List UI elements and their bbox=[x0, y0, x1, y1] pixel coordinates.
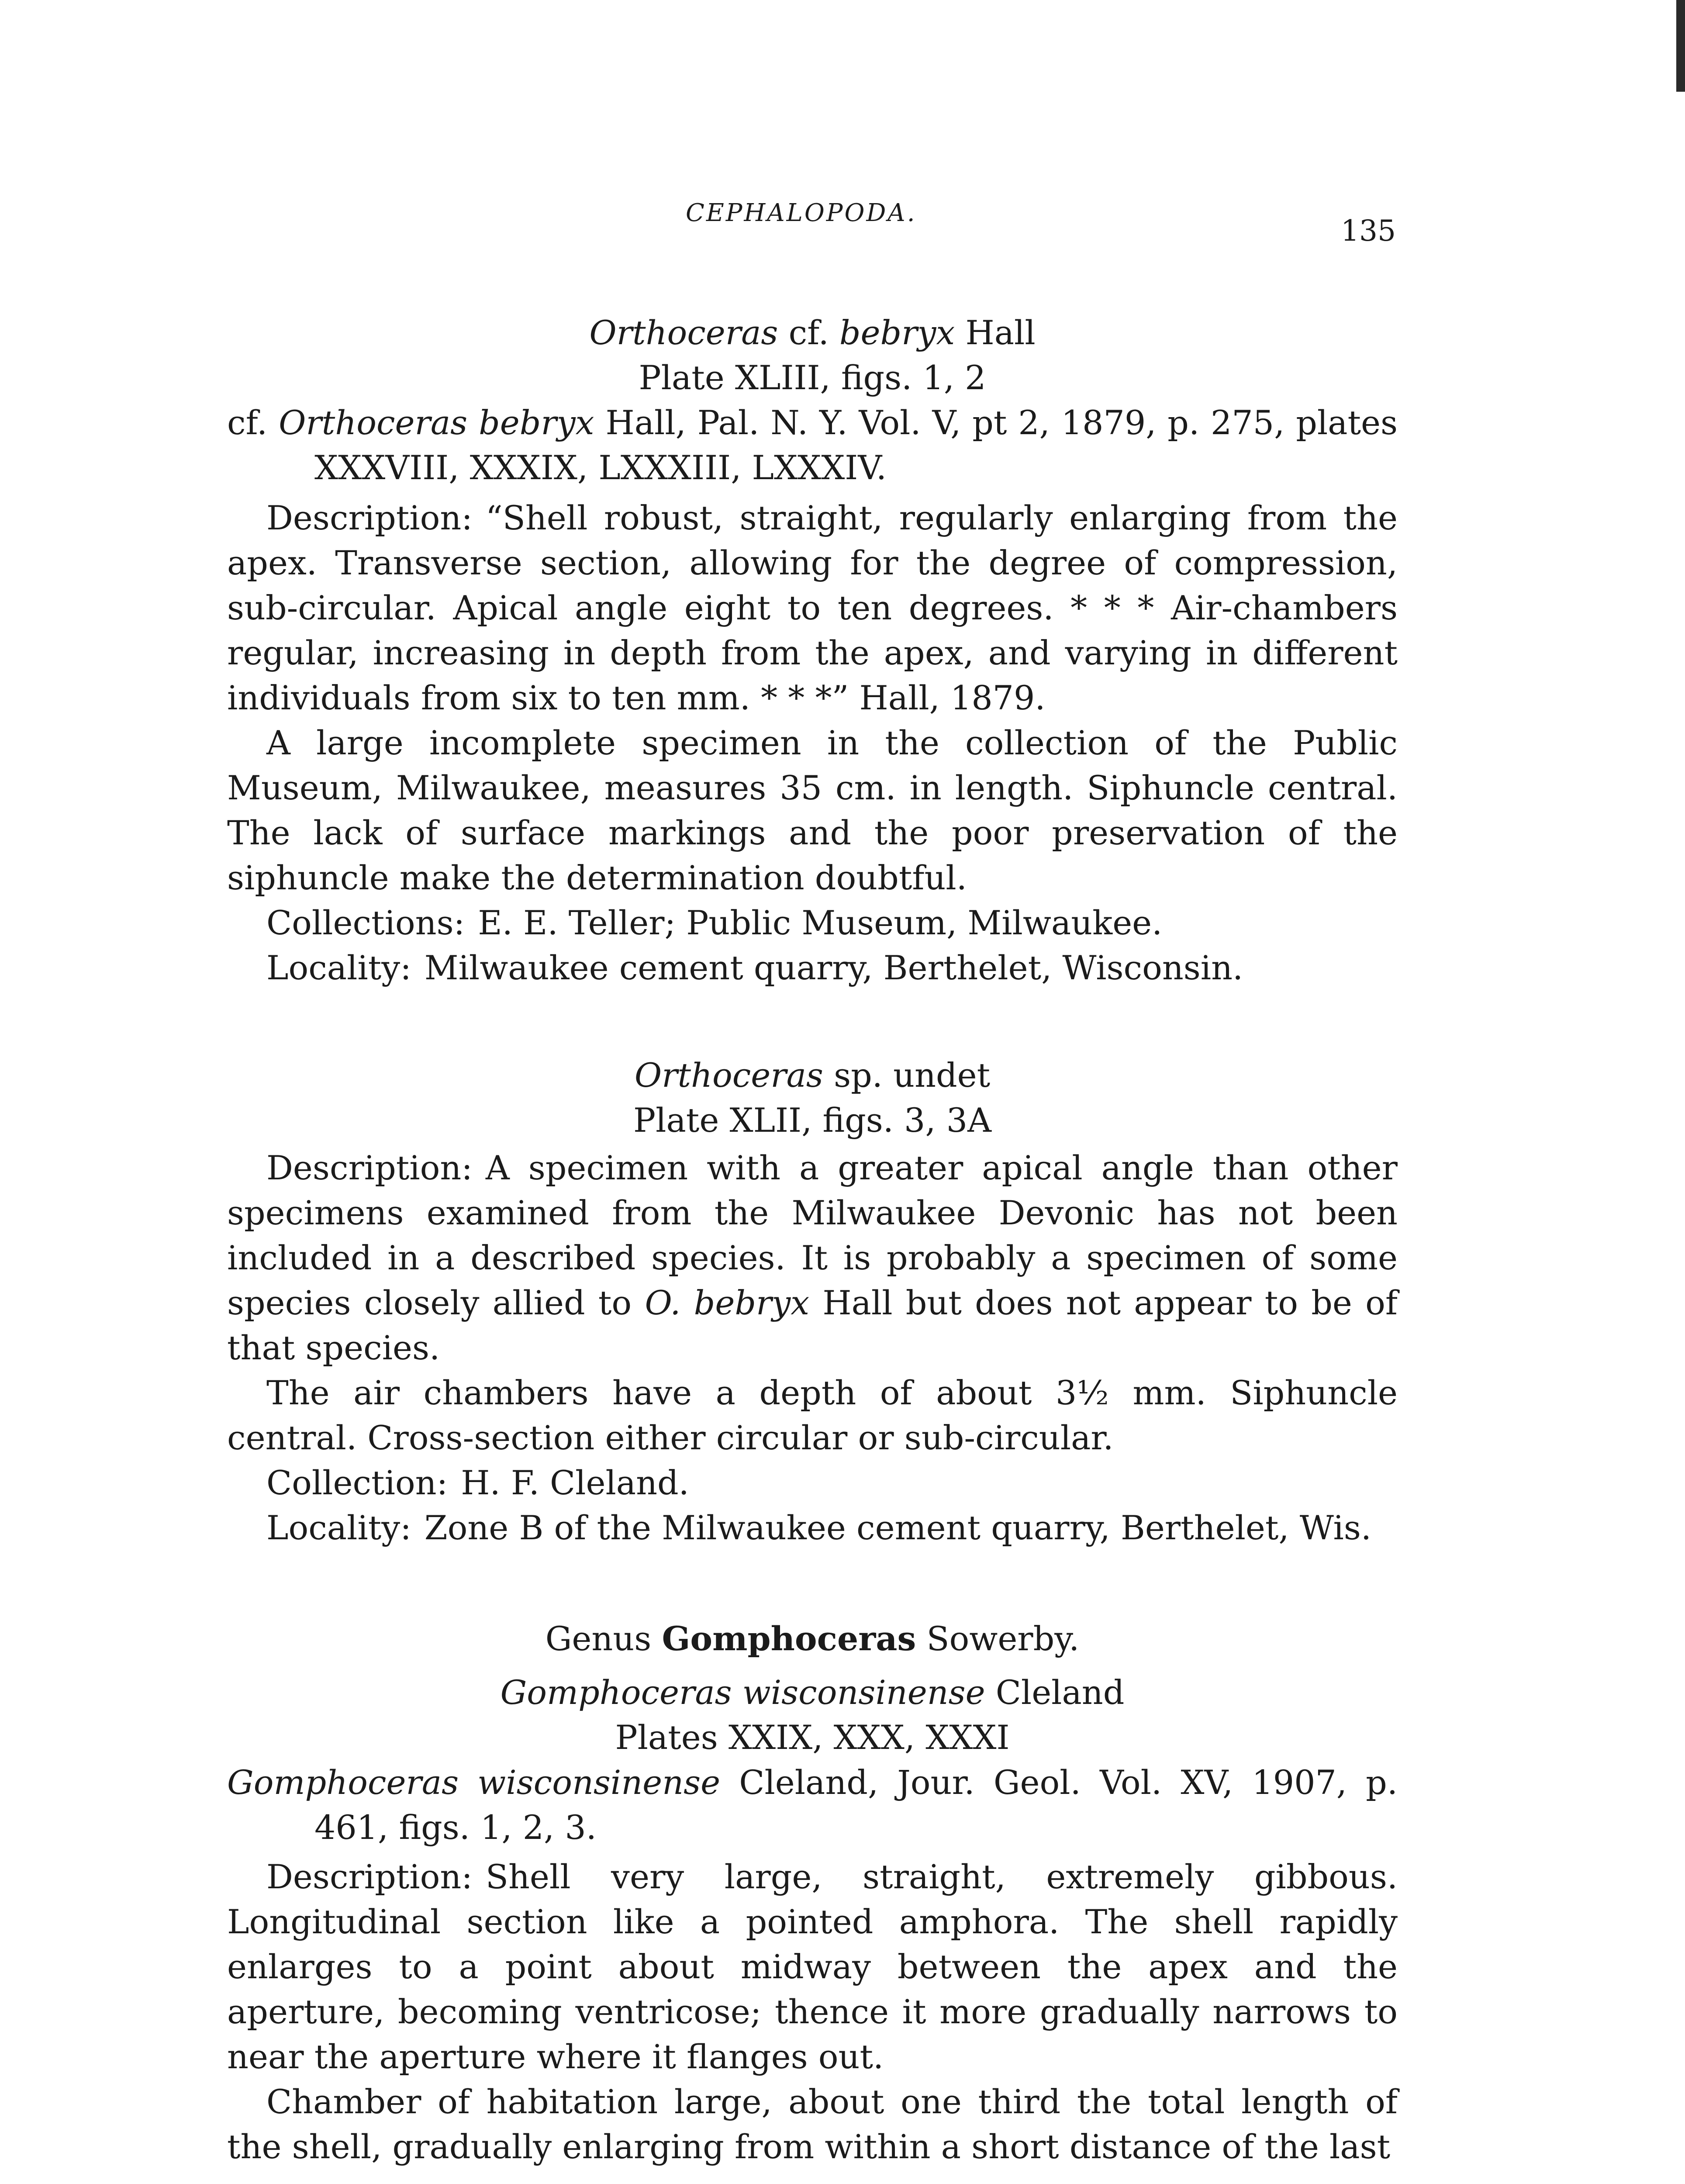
description: Description: “Shell robust, straight, regularly enlarging from the apex. Transverse section, allowing for the degree of compression, sub-circular. Apical angle eight to ten degrees. * * * Air-chambers regular, increasing in depth from the apex, and varying in different individuals from six to ten mm. * * *” Hall, 1879. bbox=[227, 498, 1398, 717]
remarks: The air chambers have a depth of about 3½ mm. Siphuncle central. Cross-section either circular or sub-circular. bbox=[227, 1373, 1398, 1457]
species-name: bebryx bbox=[839, 313, 955, 352]
genus-name: Gomphoceras bbox=[662, 1619, 916, 1658]
species-title: Orthoceras sp. undet bbox=[634, 1056, 991, 1095]
plate-reference: Plate XLIII, figs. 1, 2 bbox=[639, 358, 986, 397]
running-head: CEPHALOPODA. bbox=[686, 199, 917, 227]
remarks: A large incomplete specimen in the collection of the Public Museum, Milwaukee, measures 35 cm. in length. Siphuncle central. The lack of surface markings and the poor preservation of the siphuncle make the determination doubtful. bbox=[227, 723, 1398, 897]
synonymy: Gomphoceras wisconsinense Cleland, Jour. Geol. Vol. XV, 1907, p. 461, figs. 1, 2, 3. bbox=[227, 1763, 1398, 1847]
page-number: 135 bbox=[1341, 214, 1396, 248]
genus-heading: Genus Gomphoceras Sowerby. bbox=[545, 1619, 1080, 1658]
species-name: Gomphoceras wisconsinense bbox=[500, 1673, 985, 1712]
collection: Collection: H. F. Cleland. bbox=[266, 1463, 689, 1502]
genus-name: Orthoceras bbox=[634, 1056, 823, 1095]
description: Description: A specimen with a greater apical angle than other specimens examined from the Milwaukee Devonic has not been included in a described species. It is probably a specimen of some species closely allied to O. bebryx Hall but does not appear to be of that species. bbox=[227, 1148, 1398, 1367]
plate-reference: Plate XLII, figs. 3, 3A bbox=[633, 1101, 991, 1140]
section-orthoceras-sp-undet bbox=[227, 1053, 1398, 1550]
locality: Locality: Milwaukee cement quarry, Berthelet, Wisconsin. bbox=[266, 948, 1243, 987]
description: Description: Shell very large, straight, extremely gibbous. Longitudinal section like a pointed amphora. The shell rapidly enlarges to a point about midway between the apex and the aperture, becoming ventricose; thence it more gradually narrows to near the aperture where it flanges out. bbox=[227, 1857, 1398, 2076]
page-edge bbox=[1676, 0, 1685, 92]
description-label: Description: bbox=[266, 1148, 473, 1187]
section-gomphoceras bbox=[227, 1616, 1398, 2169]
species-title: Orthoceras cf. bebryx Hall bbox=[589, 313, 1036, 352]
genus-name: Orthoceras bbox=[589, 313, 778, 352]
locality: Locality: Zone B of the Milwaukee cement quarry, Berthelet, Wis. bbox=[266, 1508, 1371, 1547]
description-label: Description: bbox=[266, 498, 473, 537]
species-title: Gomphoceras wisconsinense Cleland bbox=[500, 1673, 1125, 1712]
section-orthoceras-bebryx bbox=[227, 310, 1398, 990]
description-label: Description: bbox=[266, 1857, 473, 1896]
synonymy: cf. Orthoceras bebryx Hall, Pal. N. Y. Vol. V, pt 2, 1879, p. 275, plates XXXVIII, XXXIX, LXXXIII, LXXXIV. bbox=[227, 403, 1398, 487]
remarks: Chamber of habitation large, about one third the total length of the shell, gradually enlarging from within a short distance of the last bbox=[227, 2082, 1398, 2166]
plate-reference: Plates XXIX, XXX, XXXI bbox=[615, 1718, 1010, 1757]
collections: Collections: E. E. Teller; Public Museum, Milwaukee. bbox=[266, 903, 1163, 942]
